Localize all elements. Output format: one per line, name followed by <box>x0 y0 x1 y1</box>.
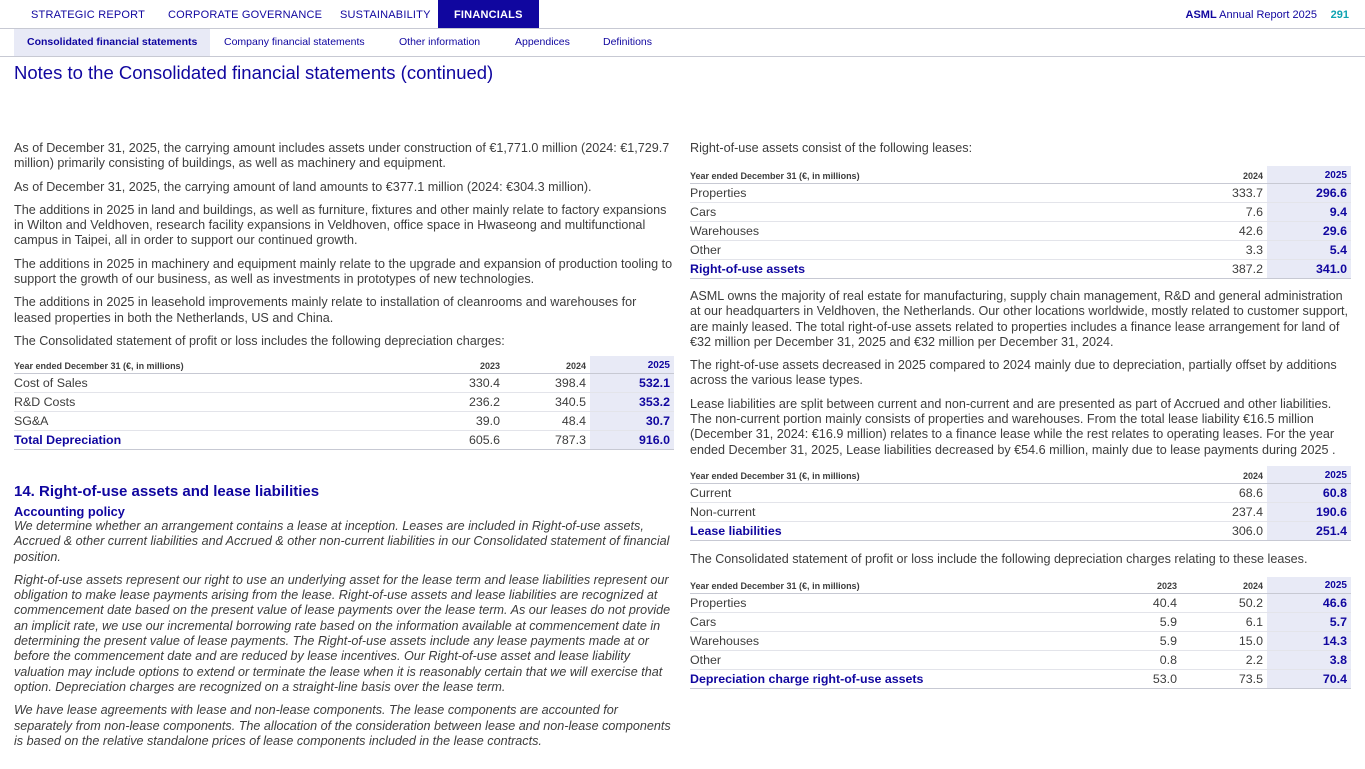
row-label: Current <box>690 483 1187 502</box>
rou-assets-table <box>690 166 1351 279</box>
table-header-year-current: 2025 <box>590 356 674 373</box>
row-label: Properties <box>690 183 1187 202</box>
cell-value-current: 190.6 <box>1267 502 1351 521</box>
total-value-current: 341.0 <box>1267 259 1351 278</box>
table-row <box>14 411 674 430</box>
lease-liabilities-table <box>690 466 1351 541</box>
cell-value-current: 5.4 <box>1267 240 1351 259</box>
cell-value-current: 3.8 <box>1267 651 1351 670</box>
cell-value: 330.4 <box>424 373 504 392</box>
cell-value: 15.0 <box>1181 632 1267 651</box>
table-row <box>690 613 1351 632</box>
lease-section <box>14 483 674 757</box>
paragraph: As of December 31, 2025, the carrying amount of land amounts to €377.1 million (2024: €304.3 million). <box>14 179 592 194</box>
total-value: 53.0 <box>1101 670 1181 689</box>
left-column <box>14 141 674 357</box>
row-label: Cars <box>690 613 1101 632</box>
paragraph: The right-of-use assets decreased in 2025 compared to 2024 mainly due to depreciation, partially offset by additions across the various lease types. <box>690 358 1337 388</box>
total-value: 306.0 <box>1187 521 1267 540</box>
policy-paragraph: We have lease agreements with lease and non-lease components. The lease components are accounted for separately from non-lease components. The allocation of the consideration between lease and non-lease components is based on the relative standalone prices of lease components included in the lease contracts. <box>14 703 671 748</box>
row-label: R&D Costs <box>14 392 424 411</box>
paragraph: Right-of-use assets consist of the following leases: <box>690 141 973 155</box>
table-header-row <box>690 466 1351 483</box>
table-header-label: Year ended December 31 (€, in millions) <box>690 466 1187 483</box>
sub-navigation <box>0 29 1365 57</box>
section-heading: 14. Right-of-use assets and lease liabilities <box>14 483 320 500</box>
depreciation-table-container <box>14 356 674 450</box>
brand-name: ASML <box>1185 9 1217 21</box>
cell-value-current: 532.1 <box>590 373 674 392</box>
table-row <box>690 632 1351 651</box>
table-header-year: 2023 <box>424 356 504 373</box>
paragraph: ASML owns the majority of real estate for manufacturing, supply chain management, R&D and general administration at our headquarters in Veldhoven, the Netherlands. Our other locations worldwide, mostly related to customer support, are mainly leased. The total right-of-use assets related to properties includes a finance lease arrangement for land of €32 million per December 31, 2025 and €32 million per December 31, 2024. <box>690 289 1349 349</box>
cell-value: 333.7 <box>1187 183 1267 202</box>
policy-paragraph: Right-of-use assets represent our right to use an underlying asset for the lease term and lease liabilities represent our obligation to make lease payments arising from the lease. Right-of-use assets and lease liabilities are recognized at commencement date based on the present value of lease payments over the lease term. As our leases do not provide an implicit rate, we use our incremental borrowing rate based on the information available at commencement date in determining the present value of lease payments. The Right-of-use assets include any lease payments made at or before the commencement date and are reduced by lease incentives. Our Right-of-use asset and lease liability valuation may include options to extend or terminate the lease when it is reasonably certain that we will exercise that option. Depreciation charges are recognized on a straight-line basis over the lease term. <box>14 572 671 694</box>
table-row <box>14 373 674 392</box>
cell-value: 68.6 <box>1187 483 1267 502</box>
cell-value: 48.4 <box>504 411 590 430</box>
cell-value: 2.2 <box>1181 651 1267 670</box>
tab-sustainability[interactable]: SUSTAINABILITY <box>340 9 431 21</box>
table-header-year: 2024 <box>1187 166 1267 183</box>
total-label: Right-of-use assets <box>690 259 1187 278</box>
table-header-row <box>14 356 674 373</box>
row-label: Warehouses <box>690 221 1187 240</box>
row-label: Properties <box>690 594 1101 613</box>
table-header-row <box>690 577 1351 594</box>
table-header-year: 2024 <box>1181 577 1267 594</box>
page-number: 291 <box>1330 9 1349 21</box>
tab-financials[interactable]: FINANCIALS <box>438 0 539 28</box>
cell-value: 5.9 <box>1101 632 1181 651</box>
total-value-current: 916.0 <box>590 430 674 449</box>
rou-depreciation-table <box>690 577 1351 690</box>
paragraph: Lease liabilities are split between current and non-current and are presented as part of Accrued and other liabilities. The non-current portion mainly consists of properties and warehouses. From the total lease liability €16.5 million (December 31, 2024: €16.9 million) relates to a finance lease while the rest relates to operating leases. For the year ended December 31, 2025, Lease liabilities decreased by €54.6 million, mainly due to lease payments during 2025 . <box>690 396 1336 457</box>
cell-value: 39.0 <box>424 411 504 430</box>
table-total-row <box>690 670 1351 689</box>
table-header-year-current: 2025 <box>1267 466 1351 483</box>
total-label: Lease liabilities <box>690 521 1187 540</box>
cell-value-current: 9.4 <box>1267 202 1351 221</box>
cell-value: 340.5 <box>504 392 590 411</box>
cell-value: 7.6 <box>1187 202 1267 221</box>
table-row <box>690 221 1351 240</box>
total-value-current: 70.4 <box>1267 670 1351 689</box>
subtab-appendices[interactable]: Appendices <box>515 36 570 48</box>
table-header-year: 2024 <box>504 356 590 373</box>
cell-value-current: 60.8 <box>1267 483 1351 502</box>
report-name: Annual Report 2025 <box>1216 9 1317 21</box>
cell-value-current: 30.7 <box>590 411 674 430</box>
cell-value-current: 29.6 <box>1267 221 1351 240</box>
top-navigation <box>0 0 1365 29</box>
cell-value: 0.8 <box>1101 651 1181 670</box>
total-label: Total Depreciation <box>14 430 424 449</box>
table-row <box>690 240 1351 259</box>
paragraph: The Consolidated statement of profit or loss include the following depreciation charges relating to these leases. <box>690 551 1308 566</box>
paragraph: The additions in 2025 in leasehold improvements mainly relate to installation of cleanrooms and warehouses for leased properties in both the Netherlands, US and China. <box>14 295 637 325</box>
cell-value: 5.9 <box>1101 613 1181 632</box>
total-value: 387.2 <box>1187 259 1267 278</box>
paragraph: As of December 31, 2025, the carrying amount includes assets under construction of €1,771.0 million (2024: €1,729.7 million) primarily consisting of buildings, as well as machinery and equipment. <box>14 141 670 171</box>
paragraph: The Consolidated statement of profit or loss includes the following depreciation charges: <box>14 333 505 348</box>
table-row <box>690 651 1351 670</box>
row-label: Warehouses <box>690 632 1101 651</box>
tab-corporate-governance[interactable]: CORPORATE GOVERNANCE <box>168 9 323 21</box>
table-total-row <box>14 430 674 449</box>
cell-value: 398.4 <box>504 373 590 392</box>
table-header-year-current: 2025 <box>1267 166 1351 183</box>
table-row <box>690 594 1351 613</box>
cell-value: 3.3 <box>1187 240 1267 259</box>
cell-value-current: 5.7 <box>1267 613 1351 632</box>
lease-liabilities-table-container <box>690 466 1351 689</box>
table-row <box>14 392 674 411</box>
row-label: Non-current <box>690 502 1187 521</box>
total-value: 605.6 <box>424 430 504 449</box>
cell-value: 236.2 <box>424 392 504 411</box>
total-value: 787.3 <box>504 430 590 449</box>
cell-value-current: 353.2 <box>590 392 674 411</box>
paragraph: The additions in 2025 in land and buildings, as well as furniture, fixtures and other mainly relate to factory expansions in Wilton and Veldhoven, research facility expansions in Veldhoven, office space in Hwaseong and multifunctional campus in Taipei, all in order to support our continued growth. <box>14 202 667 248</box>
subtab-other-information[interactable]: Other information <box>399 36 481 48</box>
total-value-current: 251.4 <box>1267 521 1351 540</box>
policy-paragraph: We determine whether an arrangement contains a lease at inception. Leases are included in Right-of-use assets, Accrued & other current liabilities and Accrued & other non-current liabilities in our Consolidated statement of financial position. <box>14 519 670 564</box>
cell-value-current: 296.6 <box>1267 183 1351 202</box>
cell-value: 40.4 <box>1101 594 1181 613</box>
subtab-company-financial-statements[interactable]: Company financial statements <box>224 36 365 48</box>
table-header-row <box>690 166 1351 183</box>
cell-value-current: 46.6 <box>1267 594 1351 613</box>
table-header-year: 2023 <box>1101 577 1181 594</box>
cell-value-current: 14.3 <box>1267 632 1351 651</box>
right-column <box>690 141 1351 279</box>
cell-value: 42.6 <box>1187 221 1267 240</box>
report-title <box>1186 0 1317 28</box>
table-total-row <box>690 259 1351 278</box>
table-header-year: 2024 <box>1187 466 1267 483</box>
table-header-label: Year ended December 31 (€, in millions) <box>14 356 424 373</box>
table-total-row <box>690 521 1351 540</box>
total-value: 73.5 <box>1181 670 1267 689</box>
cell-value: 6.1 <box>1181 613 1267 632</box>
table-row <box>690 502 1351 521</box>
table-row <box>690 202 1351 221</box>
subtab-consolidated-financial-statements[interactable]: Consolidated financial statements <box>14 29 210 56</box>
cell-value: 237.4 <box>1187 502 1267 521</box>
cell-value: 50.2 <box>1181 594 1267 613</box>
accounting-policy-heading: Accounting policy <box>14 504 125 519</box>
row-label: Cars <box>690 202 1187 221</box>
paragraph: The additions in 2025 in machinery and equipment mainly relate to the upgrade and expansion of production tooling to support the growth of our business, as well as investments in prototypes of new technologies. <box>14 256 673 287</box>
table-header-label: Year ended December 31 (€, in millions) <box>690 166 1187 183</box>
total-label: Depreciation charge right-of-use assets <box>690 670 1101 689</box>
subtab-definitions[interactable]: Definitions <box>603 36 653 48</box>
table-row <box>690 483 1351 502</box>
table-header-year-current: 2025 <box>1267 577 1351 594</box>
right-paragraphs <box>690 289 1351 466</box>
table-header-label: Year ended December 31 (€, in millions) <box>690 577 1101 594</box>
depreciation-table <box>14 356 674 450</box>
page-title: Notes to the Consolidated financial statements (continued) <box>14 62 494 83</box>
row-label: Cost of Sales <box>14 373 424 392</box>
row-label: SG&A <box>14 411 424 430</box>
tab-strategic-report[interactable]: STRATEGIC REPORT <box>31 9 146 21</box>
row-label: Other <box>690 651 1101 670</box>
row-label: Other <box>690 240 1187 259</box>
table-row <box>690 183 1351 202</box>
